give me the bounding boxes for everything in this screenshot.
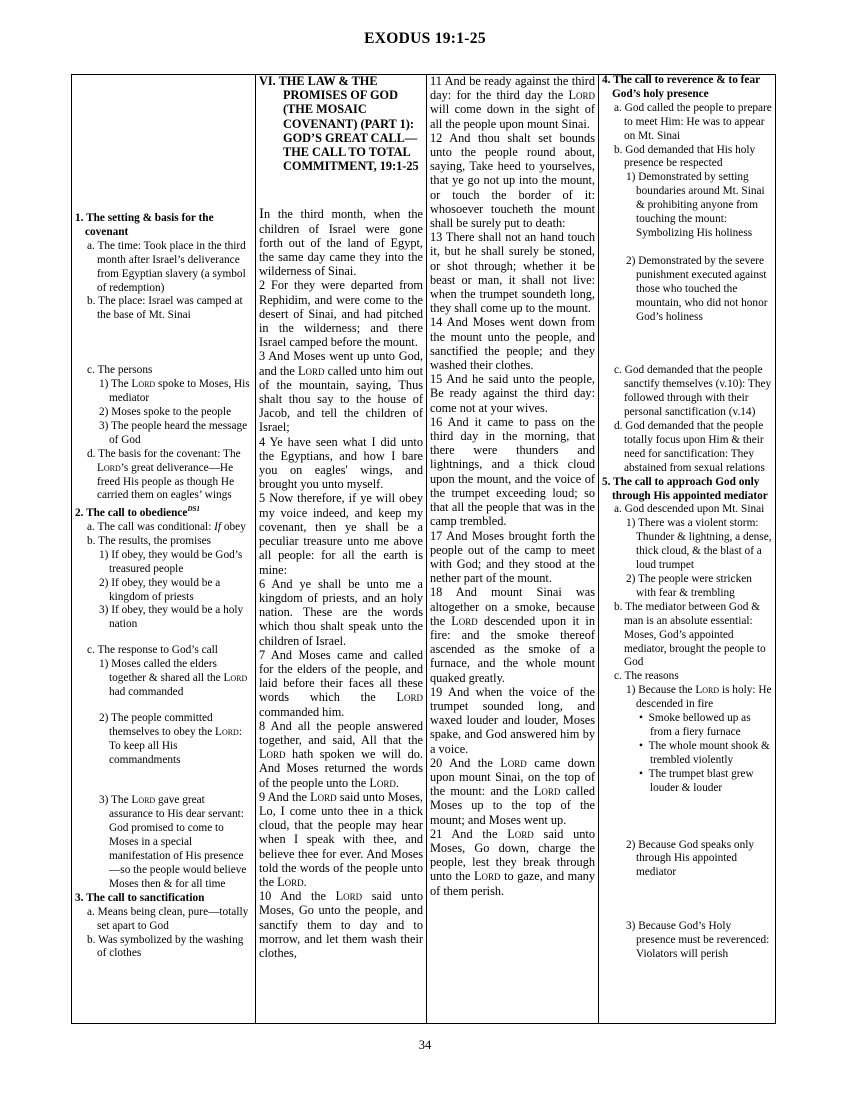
verse-13: 13 There shall not an hand touch it, but he shall surely be stoned, or shot through; whether it be beast or man, it shall not live: when the trumpet soundeth long, they shall come up to the mount. — [430, 230, 595, 316]
verse-8: 8 And all the people answered together, and said, All that the Lord hath spoken we will do. And Moses returned the words of the people unto the Lord. — [259, 718, 423, 790]
verse-4: 4 Ye have seen what I did unto the Egyptians, and how I bare you on eagles' wings, and brought you unto myself. — [259, 434, 423, 492]
verse-11: 11 And be ready against the third day: for the third day the Lord will come down in the sight of all the people upon mount Sinai. — [430, 74, 595, 131]
verse-20: 20 And the Lord came down upon mount Sinai, on the top of the mount: and the Lord called Moses up to the top of the mount; and Moses went up. — [430, 755, 596, 827]
outline-2b1: 1) If obey, they would be God’s treasured people — [99, 548, 243, 575]
outline-right-column — [598, 74, 776, 1024]
outline-heading-4: 4. The call to reverence & to fear God’s holy presence — [602, 74, 760, 100]
verse-16: 16 And it came to pass on the third day in the morning, that there were thunders and lightnings, and a thick cloud upon the mount, and the voice of the trumpet exceeding loud; so that all the people that was in the camp trembled. — [430, 414, 595, 529]
outline-1b: b. The place: Israel was camped at the base of Mt. Sinai — [87, 295, 243, 322]
outline-2c1: 1) Moses called the elders together & shared all the Lord had commanded — [99, 658, 248, 698]
verse-3: 3 And Moses went up unto God, and the Lord called unto him out of the mountain, saying, Thus shalt thou say to the house of Jacob, and tell the children of Israel; — [259, 349, 423, 435]
outline-1d: d. The basis for the covenant: The Lord’s great deliverance—He freed His people as though He carried them on eagles’ wings — [87, 447, 241, 502]
page-number: 34 — [418, 1038, 432, 1052]
outline-1c1: 1) The Lord spoke to Moses, His mediator — [99, 378, 250, 405]
outline-heading-5: 5. The call to approach God only through His appointed mediator — [602, 475, 768, 502]
verse-6: 6 And ye shall be unto me a kingdom of priests, and an holy nation. These are the words which thou shalt speak unto the children of Israel. — [259, 576, 423, 648]
verse-9: 9 And the Lord said unto Moses, Lo, I come unto thee in a thick cloud, that the people may hear when I speak with thee, and believe thee for ever. And Moses told the words of the people unto the Lord. — [259, 789, 423, 889]
outline-heading-1: 1. The setting & basis for the covenant — [75, 212, 214, 238]
outline-2b: b. The results, the promises — [87, 534, 212, 547]
outline-4a: a. God called the people to prepare to meet Him: He was to appear on Mt. Sinai — [614, 101, 772, 142]
outline-5c1-bullet: • The trumpet blast grew louder & louder — [639, 767, 754, 794]
outline-heading-3: 3. The call to sanctification — [75, 891, 205, 904]
verse-1: In the third month, when the children of Israel were gone forth out of the land of Egypt, the same day came they into the wilderness of Sinai. — [259, 206, 423, 279]
verse-17: 17 And Moses brought forth the people out of the camp to meet with God; and they stood at the nether part of the mount. — [430, 528, 595, 586]
outline-5c: c. The reasons — [614, 670, 679, 683]
outline-4c: c. God demanded that the people sanctify themselves (v.10): They followed through with their personal sanctification (v.14) — [614, 364, 772, 419]
page-title: EXODUS 19:1-25 — [364, 30, 486, 47]
verse-7: 7 And Moses came and called for the elders of the people, and laid before their faces all these words which the Lord commanded him. — [259, 647, 423, 719]
outline-2c: c. The response to God’s call — [87, 644, 218, 657]
outline-1c: c. The persons — [87, 364, 153, 377]
verse-2: 2 For they were departed from Rephidim, and were come to the desert of Sinai, and had pitched in the wilderness; and there Israel camped before the mount. — [259, 278, 423, 350]
outline-5c1: 1) Because the Lord is holy: He descended in fire — [626, 684, 772, 711]
scripture-column-2 — [426, 74, 598, 1024]
scripture-text-2 — [430, 74, 595, 898]
outline-5a1: 1) There was a violent storm: Thunder & lightning, a dense, thick cloud, & the blast of a loud trumpet — [626, 517, 772, 572]
outline-5c2: 2) Because God speaks only through His appointed mediator — [626, 838, 755, 879]
outline-5c1-bullet: • Smoke bellowed up as from a fiery furnace — [639, 712, 751, 738]
outline-2a: a. The call was conditional: If obey — [87, 520, 246, 533]
outline-4d: d. God demanded that the people totally focus upon Him & their need for sanctification: They abstained from sexual relations — [614, 420, 765, 474]
outline-2b2: 2) If obey, they would be a kingdom of priests — [99, 576, 221, 603]
outline-2c2: 2) The people committed themselves to obey the Lord: To keep all His commandments — [99, 711, 242, 766]
outline-1c3: 3) The people heard the message of God — [99, 419, 248, 446]
outline-heading-2: 2. The call to obedience$^{DS1}$ — [75, 505, 200, 520]
verse-10: 10 And the Lord said unto Moses, Go unto the people, and sanctify them to day and to morrow, and let them wash their clothes, — [259, 889, 423, 960]
verse-18: 18 And mount Sinai was altogether on a smoke, because the Lord descended upon it in fire: and the smoke thereof ascended as the smoke of a furnace, and the whole mount quaked greatly. — [430, 585, 595, 685]
outline-3b: b. Was symbolized by the washing of clothes — [87, 933, 244, 960]
scripture-text-1 — [259, 207, 423, 960]
outline-1c2: 2) Moses spoke to the people — [99, 405, 232, 418]
verse-15: 15 And he said unto the people, Be ready against the third day: come not at your wives. — [430, 372, 595, 415]
outline-1a: a. The time: Took place in the third month after Israel’s deliverance from Egyptian slavery (a symbol of redemption) — [87, 239, 246, 294]
outline-4b: b. God demanded that His holy presence be respected — [614, 143, 756, 170]
outline-5c1-bullet: • The whole mount shook & trembled violently — [639, 739, 770, 766]
outline-5b: b. The mediator between God & man is an absolute essential: Moses, God’s appointed mediator, brought the people to God — [614, 600, 766, 669]
outline-2b3: 3) If obey, they would be a holy nation — [99, 604, 244, 631]
scripture-column-1 — [255, 74, 426, 1024]
outline-5a: a. God descended upon Mt. Sinai — [614, 503, 765, 516]
outline-5c3: 3) Because God’s Holy presence must be reverenced: Violators will perish — [626, 920, 770, 961]
section-title: VI. THE LAW & THE PROMISES OF GOD (THE MOSAIC COVENANT) (PART 1): GOD’S GREAT CALL—THE CALL TO TOTAL COMMITMENT, 19:1-25 — [259, 74, 419, 174]
outline-5a2: 2) The people were stricken with fear & trembling — [626, 573, 752, 599]
outline-4b1: 1) Demonstrated by setting boundaries around Mt. Sinai & prohibiting anyone from touching the mount: Symbolizing His holiness — [626, 171, 765, 239]
outline-left-column — [71, 74, 254, 1024]
outline-3a: a. Means being clean, pure—totally set apart to God — [87, 905, 249, 932]
verse-19: 19 And when the voice of the trumpet sounded long, and waxed louder and louder, Moses spake, and God answered him by a voice. — [430, 684, 595, 756]
verse-5: 5 Now therefore, if ye will obey my voice indeed, and keep my covenant, then ye shall be a peculiar treasure unto me above all people: for all the earth is mine: — [259, 491, 423, 577]
outline-2c3: 3) The Lord gave great assurance to His dear servant: God promised to come to Moses in a special manifestation of His presence—so the people would believe Moses then & for all time — [99, 794, 247, 890]
outline-4b2: 2) Demonstrated by the severe punishment executed against those who touched the mountain, who did not honor God’s holiness — [626, 254, 768, 323]
verse-21: 21 And the Lord said unto Moses, Go down, charge the people, lest they break through unto the Lord to gaze, and many of them perish. — [430, 826, 595, 898]
verse-14: 14 And Moses went down from the mount unto the people, and sanctified the people; and they washed their clothes. — [430, 315, 595, 373]
verse-12: 12 And thou shalt set bounds unto the people round about, saying, Take heed to yourselves, that ye go not up into the mount, or touch the border of it: whosoever toucheth the mount shall be surely put to death: — [430, 130, 595, 231]
